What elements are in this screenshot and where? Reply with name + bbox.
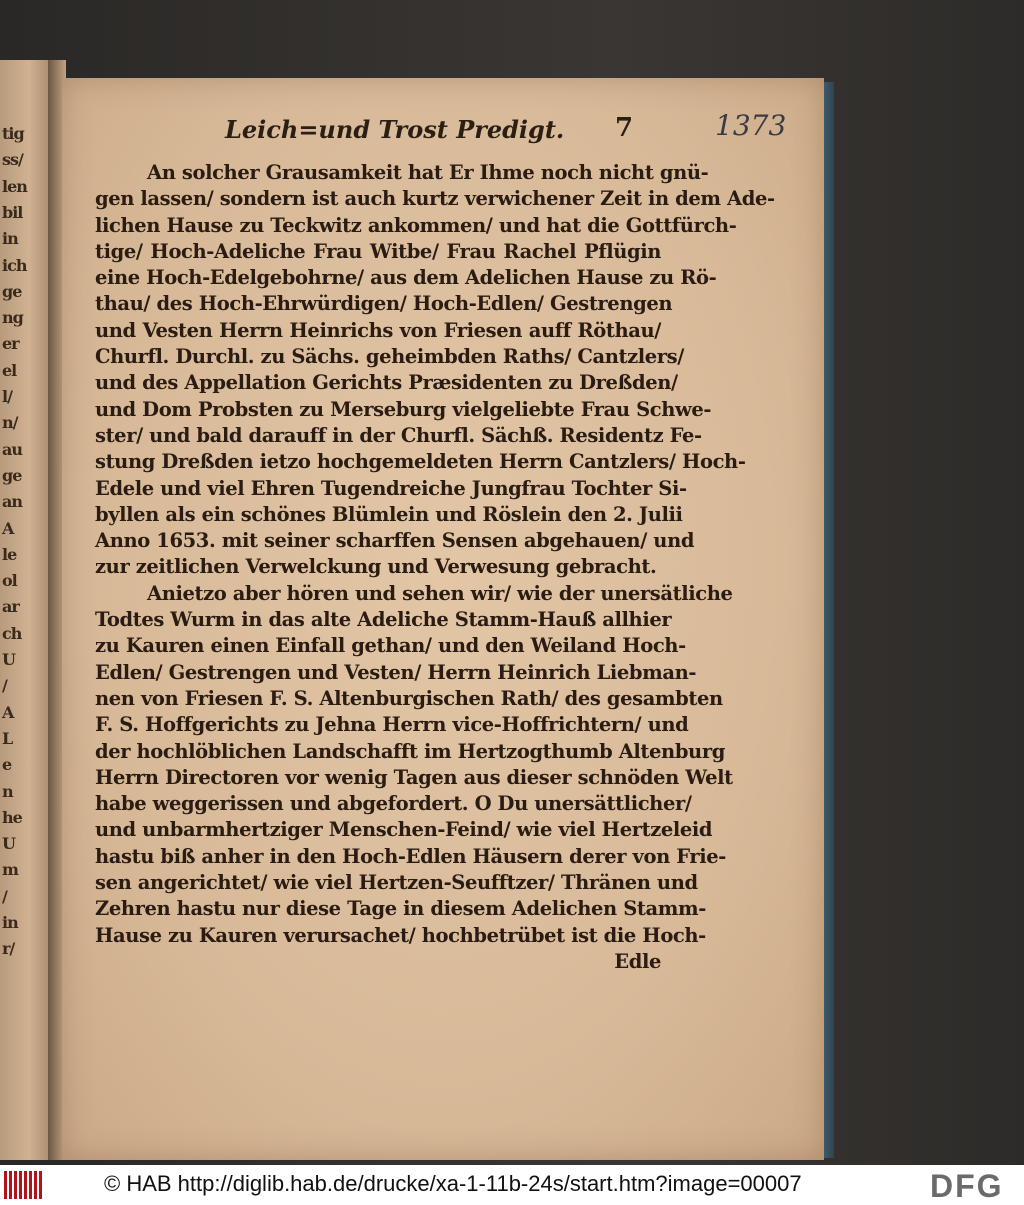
footer-bar [0, 1165, 1024, 1205]
text-line: lichen Hause zu Teckwitz ankommen/ und hat die Gottfürch- [95, 213, 737, 237]
left-page-text-fragment: ar [2, 597, 19, 617]
text-line: Anno 1653. mit seiner scharffen Sensen abgehauen/ und [95, 529, 695, 553]
left-page-text-fragment: er [2, 334, 19, 354]
left-page-text-fragment: U [2, 834, 15, 854]
text-line: Zehren hastu nur diese Tage in diesem Adelichen Stamm- [95, 897, 706, 921]
left-page-text-fragment: bil [2, 202, 23, 222]
text-line: habe weggerissen und abgefordert. O Du unersättlicher/ [95, 792, 692, 816]
left-page-text-fragment: n/ [2, 413, 18, 433]
left-page-text-fragment: / [2, 886, 7, 906]
text-line: An solcher Grausamkeit hat Er Ihme noch nicht gnü- [147, 161, 709, 184]
text-line: hastu biß anher in den Hoch-Edlen Häusern derer von Frie- [95, 844, 726, 868]
left-page-text-fragment: an [2, 492, 22, 512]
left-page-text-fragment: len [2, 176, 27, 196]
text-line: byllen als ein schönes Blümlein und Röslein den 2. Julii [95, 502, 683, 526]
text-line: Anietzo aber hören und sehen wir/ wie der unersätliche [147, 581, 733, 605]
copyright-source-url: © HAB http://diglib.hab.de/drucke/xa-1-11b-24s/start.htm?image=00007 [104, 1171, 802, 1196]
left-page-text-fragment: ge [2, 465, 22, 485]
catchword: Edle [614, 949, 661, 973]
page-header [165, 111, 805, 151]
left-page-text-fragment: au [2, 439, 22, 459]
text-line: Churfl. Durchl. zu Sächs. geheimbden Raths/ Cantzlers/ [95, 345, 684, 369]
text-line: eine Hoch-Edelgebohrne/ aus dem Adelichen Hause zu Rö- [95, 266, 717, 290]
left-page-text-fragment: ch [2, 623, 22, 643]
left-page-text-fragment: he [2, 807, 22, 827]
left-page-text-fragment: L [2, 728, 13, 748]
left-page-text-fragment: l/ [2, 387, 12, 406]
text-line: sen angerichtet/ wie viel Hertzen-Seufftzer/ Thränen und [95, 871, 698, 895]
text-line: stung Dreßden ietzo hochgemeldeten Herrn Cantzlers/ Hoch- [95, 450, 746, 474]
left-page-text-fragment: le [2, 544, 17, 564]
left-page-text-fragment: e [2, 755, 12, 775]
text-line: thau/ des Hoch-Ehrwürdigen/ Hoch-Edlen/ Gestrengen [95, 292, 673, 316]
hab-barcode-logo-icon [4, 1171, 44, 1199]
left-page-text-fragment: ng [2, 308, 23, 328]
text-line: Edlen/ Gestrengen und Vesten/ Herrn Heinrich Liebman- [95, 660, 697, 684]
running-title: Leich=und Trost Predigt. [225, 115, 565, 144]
left-page-text-fragment: A [2, 518, 14, 538]
text-line: F. S. Hoffgerichts zu Jehna Herrn vice-Hoffrichtern/ und [95, 713, 689, 737]
left-page-text-fragment: in [2, 229, 18, 249]
text-line: Hause zu Kauren verursachet/ hochbetrübet ist die Hoch- [95, 923, 706, 947]
dfg-logo: DFG [930, 1168, 1004, 1204]
text-line: zur zeitlichen Verwelckung und Verwesung gebracht. [95, 555, 657, 579]
text-line: und Dom Probsten zu Merseburg vielgeliebte Frau Schwe- [95, 397, 712, 421]
page-body-text [95, 160, 775, 975]
left-page-text-fragment: in [2, 913, 18, 932]
left-page-text-fragment: m [2, 860, 18, 880]
text-line: gen lassen/ sondern ist auch kurtz verwichener Zeit in dem Ade- [95, 187, 775, 211]
text-line: zu Kauren einen Einfall gethan/ und den Weiland Hoch- [95, 634, 686, 658]
left-page-text-fragment: ss/ [2, 150, 23, 170]
text-line: Edele und viel Ehren Tugendreiche Jungfrau Tochter Si- [95, 476, 687, 500]
left-page-text-fragment: el [2, 360, 17, 380]
left-page-text-fragment: n [2, 781, 13, 801]
handwritten-folio-number: 1373 [715, 109, 787, 142]
left-page-text-fragment: r/ [2, 939, 15, 959]
left-page-text-fragment: ol [2, 571, 17, 591]
text-line: Herrn Directoren vor wenig Tagen aus dieser schnöden Welt [95, 765, 733, 789]
text-line: und Vesten Herrn Heinrichs von Friesen auff Röthau/ [95, 318, 661, 342]
text-line: nen von Friesen F. S. Altenburgischen Rath/ des gesambten [95, 686, 723, 710]
left-page-text-fragment: ich [2, 255, 27, 275]
text-line: Todtes Wurm in das alte Adeliche Stamm-Hauß allhier [95, 608, 672, 632]
left-page-text-fragment: U [2, 650, 15, 669]
left-page-edge [0, 60, 52, 1160]
text-line: der hochlöblichen Landschafft im Hertzogthumb Altenburg [95, 739, 725, 763]
text-line: ster/ und bald darauff in der Churfl. Sächß. Residentz Fe- [95, 423, 702, 447]
left-page-text-fragment: ge [2, 281, 22, 301]
text-line: tige/ Hoch-Adeliche Frau Witbe/ Frau Rachel Pflügin [95, 239, 661, 263]
text-line: und des Appellation Gerichts Præsidenten zu Dreßden/ [95, 371, 678, 395]
left-page-text-fragment: tig [2, 124, 24, 143]
text-line: und unbarmhertziger Menschen-Feind/ wie viel Hertzeleid [95, 818, 713, 842]
cover-edge [824, 82, 834, 1158]
page-number: 7 [615, 113, 634, 143]
left-page-text-fragment: / [2, 676, 7, 696]
left-page-text-fragment: A [2, 702, 14, 722]
